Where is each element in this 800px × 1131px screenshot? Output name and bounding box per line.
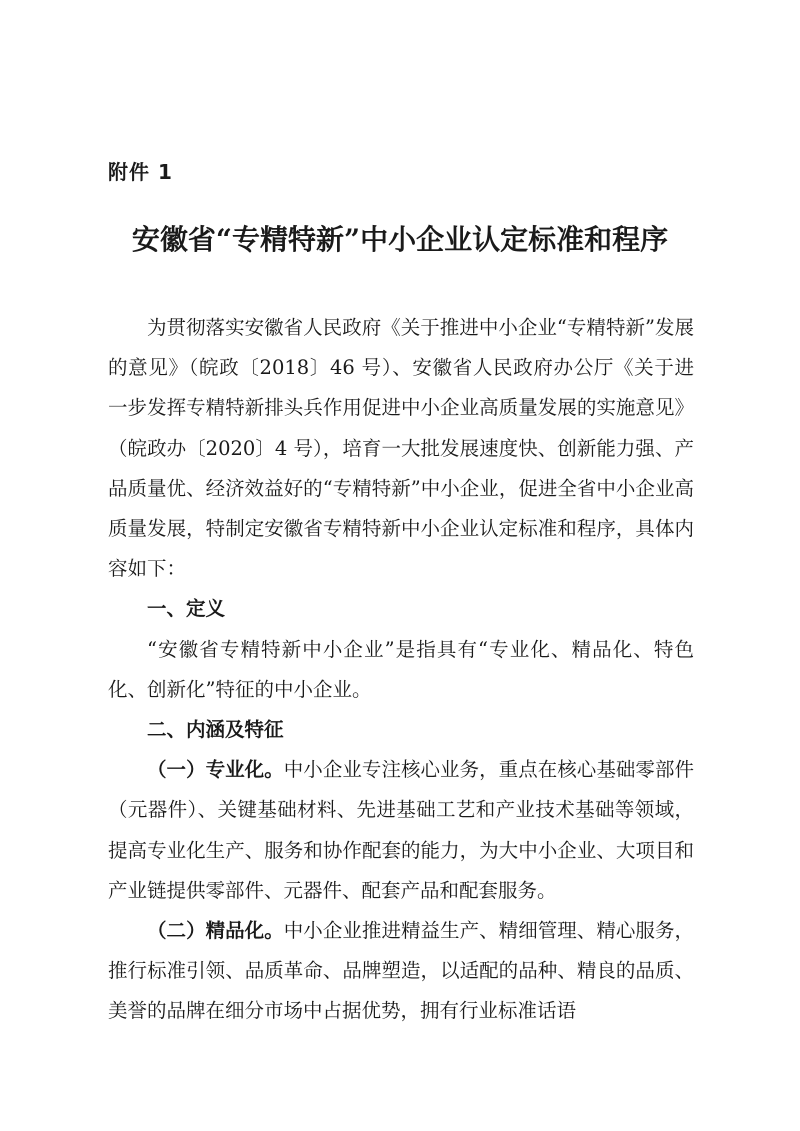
item-specialization-text: 中小企业专注核心业务，重点在核心基础零部件（元器件）、关键基础材料、先进基础工艺和产业技术基础等领域，提高专业化生产、服务和协作配套的能力，为大中小企业、大项目和产业链提供零部件、元器件、配套产品和配套服务。 xyxy=(108,758,694,902)
item-refinement xyxy=(108,911,694,1032)
section-heading-characteristics: 二、内涵及特征 xyxy=(147,718,284,742)
definition-paragraph: “安徽省专精特新中小企业”是指具有“专业化、精品化、特色化、创新化”特征的中小企业。 xyxy=(108,637,694,701)
section-heading-definition: 一、定义 xyxy=(147,597,226,621)
item-specialization-label: （一）专业化。 xyxy=(147,758,284,782)
intro-paragraph: 为贯彻落实安徽省人民政府《关于推进中小企业“专精特新”发展的意见》（皖政〔2018〕46 号）、安徽省人民政府办公厅《关于进一步发挥专精特新排头兵作用促进中小企业高质量发展的实施意见》（皖政办〔2020〕4 号），培育一大批发展速度快、创新能力强、产品质量优、经济效益好的“专精特新”中小企业，促进全省中小企业高质量发展，特制定安徽省专精特新中小企业认定标准和程序，具体内容如下： xyxy=(108,316,694,581)
attachment-label: 附件 1 xyxy=(108,160,173,184)
document-title: 安徽省“专精特新”中小企业认定标准和程序 xyxy=(131,223,669,256)
item-specialization xyxy=(108,750,694,911)
item-refinement-text: 中小企业推进精益生产、精细管理、精心服务，推行标准引领、品质革命、品牌塑造，以适配的品种、精良的品质、美誉的品牌在细分市场中占据优势，拥有行业标准话语 xyxy=(108,919,694,1023)
item-refinement-label: （二）精品化。 xyxy=(147,919,284,943)
document-body xyxy=(108,308,694,1032)
